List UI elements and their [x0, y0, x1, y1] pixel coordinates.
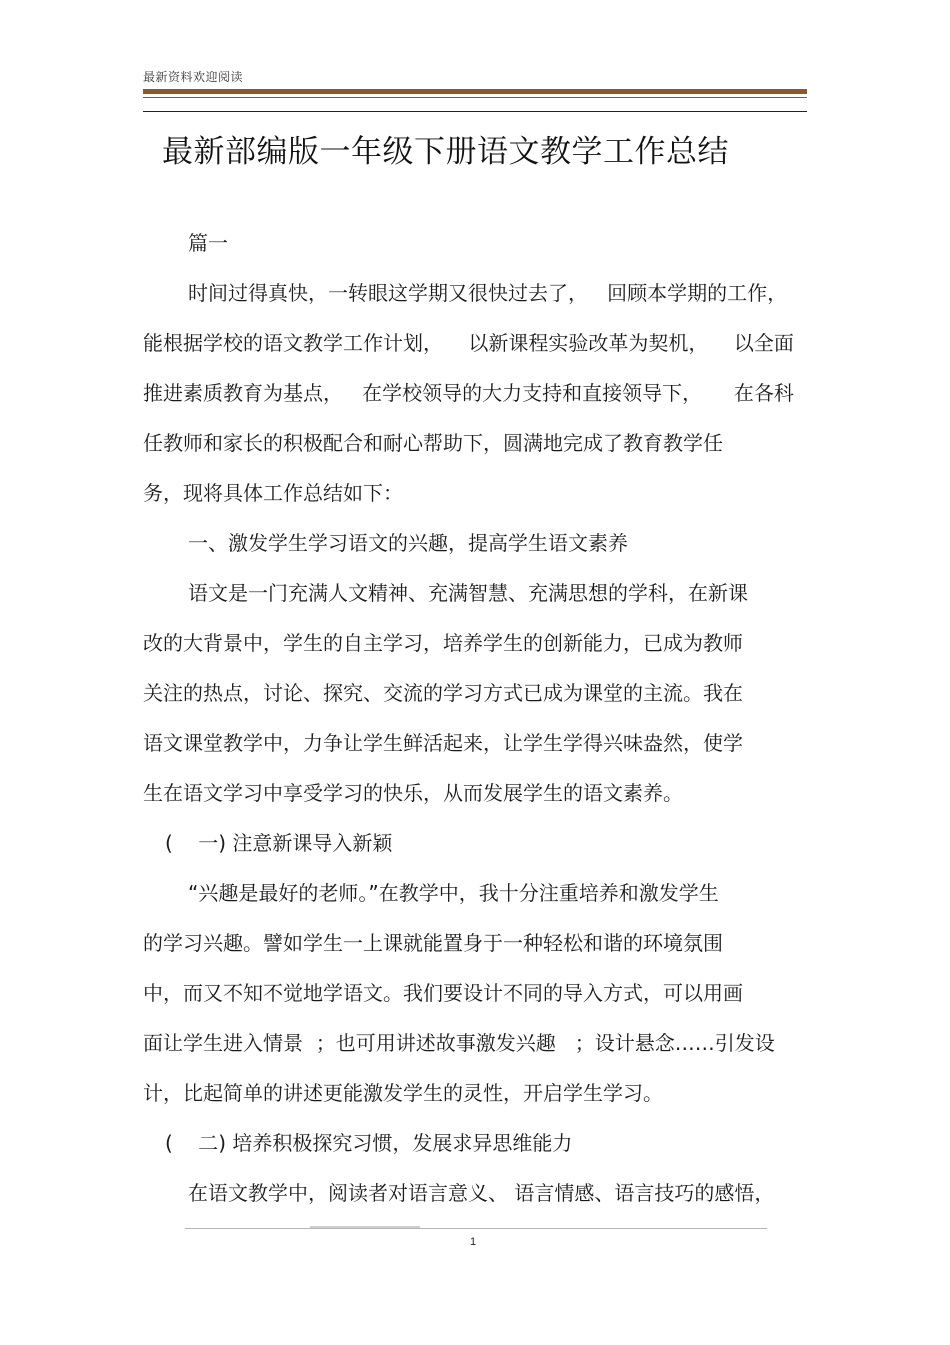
text-line: 时间过得真快，一转眼这学期又很快过去了， 回顾本学期的工作，	[188, 281, 788, 305]
text-line: 的学习兴趣。譬如学生一上课就能置身于一种轻松和谐的环境氛围	[143, 931, 723, 955]
text-line: 推进素质教育为基点， 在学校领导的大力支持和直接领导下， 在各科	[143, 381, 794, 405]
text-line: 任教师和家长的积极配合和耐心帮助下，圆满地完成了教育教学任	[143, 431, 723, 455]
text-line: 面让学生进入情景 ；也可用讲述故事激发兴趣 ；设计悬念……引发设	[143, 1031, 775, 1055]
text-line: 语文课堂教学中，力争让学生鲜活起来，让学生学得兴味盎然，使学	[143, 731, 743, 755]
subsection-heading: ( 二) 培养积极探究习惯，发展求异思维能力	[165, 1131, 573, 1155]
footer-rule	[185, 1228, 767, 1229]
text-line: 务，现将具体工作总结如下：	[143, 481, 403, 505]
header-rule-black	[143, 111, 807, 112]
text-line: 能根据学校的语文教学工作计划， 以新课程实验改革为契机， 以全面	[143, 331, 794, 355]
text-line: 篇一	[188, 231, 228, 255]
header-text: 最新资料欢迎阅读	[143, 70, 244, 84]
text-line: 生在语文学习中享受学习的快乐，从而发展学生的语文素养。	[143, 781, 683, 805]
subsection-heading: ( 一) 注意新课导入新颖	[165, 831, 393, 855]
document-title: 最新部编版一年级下册语文教学工作总结	[162, 134, 729, 170]
page-number: 1	[470, 1236, 477, 1248]
text-line: 在语文教学中，阅读者对语言意义、 语言情感、语言技巧的感悟，	[188, 1181, 775, 1205]
text-line: 改的大背景中，学生的自主学习，培养学生的创新能力，已成为教师	[143, 631, 743, 655]
text-line: 语文是一门充满人文精神、充满智慧、充满思想的学科，在新课	[188, 581, 748, 605]
text-line: 中，而又不知不觉地学语文。我们要设计不同的导入方式，可以用画	[143, 981, 743, 1005]
text-line: 关注的热点，讨论、探究、交流的学习方式已成为课堂的主流。我在	[143, 681, 743, 705]
text-line: 计，比起简单的讲述更能激发学生的灵性，开启学生学习。	[143, 1081, 663, 1105]
section-heading: 一、激发学生学习语文的兴趣，提高学生语文素养	[188, 531, 628, 555]
text-line: “兴趣是最好的老师。”在教学中，我十分注重培养和激发学生	[188, 881, 719, 905]
header-rule-thick	[143, 89, 807, 94]
header-rule-thin	[143, 97, 807, 98]
